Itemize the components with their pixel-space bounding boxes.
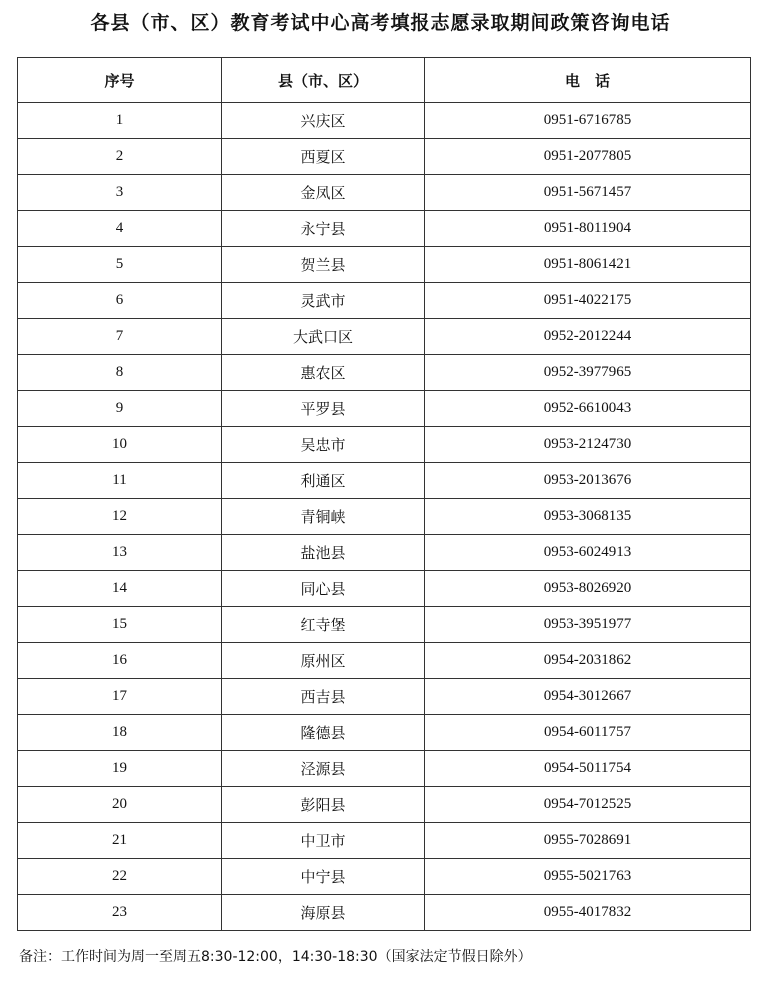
row-county: 西吉县 — [222, 679, 425, 715]
row-county: 彭阳县 — [222, 787, 425, 823]
row-phone: 0954-6011757 — [425, 715, 751, 751]
row-index: 21 — [18, 823, 222, 859]
row-index: 22 — [18, 859, 222, 895]
row-index: 10 — [18, 427, 222, 463]
row-phone: 0955-4017832 — [425, 895, 751, 931]
header-county: 县（市、区） — [222, 58, 425, 103]
row-phone: 0953-2013676 — [425, 463, 751, 499]
row-index: 11 — [18, 463, 222, 499]
row-county: 永宁县 — [222, 211, 425, 247]
row-phone: 0951-8011904 — [425, 211, 751, 247]
table-row — [18, 715, 751, 751]
row-index: 13 — [18, 535, 222, 571]
row-index: 14 — [18, 571, 222, 607]
row-phone: 0951-5671457 — [425, 175, 751, 211]
table-row — [18, 427, 751, 463]
row-county: 海原县 — [222, 895, 425, 931]
table-row — [18, 463, 751, 499]
row-phone: 0954-5011754 — [425, 751, 751, 787]
row-county: 金凤区 — [222, 175, 425, 211]
row-phone: 0951-8061421 — [425, 247, 751, 283]
row-county: 惠农区 — [222, 355, 425, 391]
row-county: 大武口区 — [222, 319, 425, 355]
row-phone: 0952-2012244 — [425, 319, 751, 355]
row-county: 同心县 — [222, 571, 425, 607]
row-county: 灵武市 — [222, 283, 425, 319]
table-row — [18, 535, 751, 571]
row-phone: 0955-7028691 — [425, 823, 751, 859]
row-county: 泾源县 — [222, 751, 425, 787]
row-county: 西夏区 — [222, 139, 425, 175]
row-index: 5 — [18, 247, 222, 283]
table-row — [18, 139, 751, 175]
row-index: 15 — [18, 607, 222, 643]
row-phone: 0953-3068135 — [425, 499, 751, 535]
row-index: 23 — [18, 895, 222, 931]
row-index: 18 — [18, 715, 222, 751]
row-phone: 0953-2124730 — [425, 427, 751, 463]
row-index: 12 — [18, 499, 222, 535]
table-row — [18, 103, 751, 139]
table-row — [18, 823, 751, 859]
row-index: 2 — [18, 139, 222, 175]
table-row — [18, 247, 751, 283]
row-phone: 0953-3951977 — [425, 607, 751, 643]
table-row — [18, 319, 751, 355]
page-title: 各县（市、区）教育考试中心高考填报志愿录取期间政策咨询电话 — [90, 12, 671, 34]
row-phone: 0951-6716785 — [425, 103, 751, 139]
row-index: 4 — [18, 211, 222, 247]
row-phone: 0953-6024913 — [425, 535, 751, 571]
row-phone: 0951-2077805 — [425, 139, 751, 175]
row-county: 青铜峡 — [222, 499, 425, 535]
contact-table — [17, 57, 751, 931]
row-phone: 0952-6610043 — [425, 391, 751, 427]
row-index: 7 — [18, 319, 222, 355]
row-phone: 0955-5021763 — [425, 859, 751, 895]
table-row — [18, 283, 751, 319]
row-county: 贺兰县 — [222, 247, 425, 283]
table-row — [18, 679, 751, 715]
table-row — [18, 355, 751, 391]
row-county: 平罗县 — [222, 391, 425, 427]
row-phone: 0953-8026920 — [425, 571, 751, 607]
row-county: 盐池县 — [222, 535, 425, 571]
table-row — [18, 499, 751, 535]
row-phone: 0954-3012667 — [425, 679, 751, 715]
header-phone: 电 话 — [425, 58, 751, 103]
table-row — [18, 571, 751, 607]
row-index: 16 — [18, 643, 222, 679]
table-row — [18, 391, 751, 427]
row-phone: 0951-4022175 — [425, 283, 751, 319]
table-row — [18, 751, 751, 787]
row-county: 吴忠市 — [222, 427, 425, 463]
row-county: 中卫市 — [222, 823, 425, 859]
row-county: 利通区 — [222, 463, 425, 499]
table-row — [18, 859, 751, 895]
row-index: 19 — [18, 751, 222, 787]
row-county: 兴庆区 — [222, 103, 425, 139]
row-index: 8 — [18, 355, 222, 391]
table-row — [18, 787, 751, 823]
table-row — [18, 643, 751, 679]
row-index: 17 — [18, 679, 222, 715]
row-county: 隆德县 — [222, 715, 425, 751]
table-row — [18, 607, 751, 643]
row-county: 原州区 — [222, 643, 425, 679]
row-phone: 0952-3977965 — [425, 355, 751, 391]
row-index: 6 — [18, 283, 222, 319]
footnote: 备注：工作时间为周一至周五8:30-12:00，14:30-18:30（国家法定节假日除外） — [19, 949, 532, 965]
row-phone: 0954-2031862 — [425, 643, 751, 679]
row-county: 红寺堡 — [222, 607, 425, 643]
table-row — [18, 175, 751, 211]
row-phone: 0954-7012525 — [425, 787, 751, 823]
row-index: 1 — [18, 103, 222, 139]
row-index: 9 — [18, 391, 222, 427]
table-header-row — [18, 58, 751, 103]
table-row — [18, 211, 751, 247]
table-row — [18, 895, 751, 931]
row-county: 中宁县 — [222, 859, 425, 895]
row-index: 20 — [18, 787, 222, 823]
header-index: 序号 — [18, 58, 222, 103]
row-index: 3 — [18, 175, 222, 211]
